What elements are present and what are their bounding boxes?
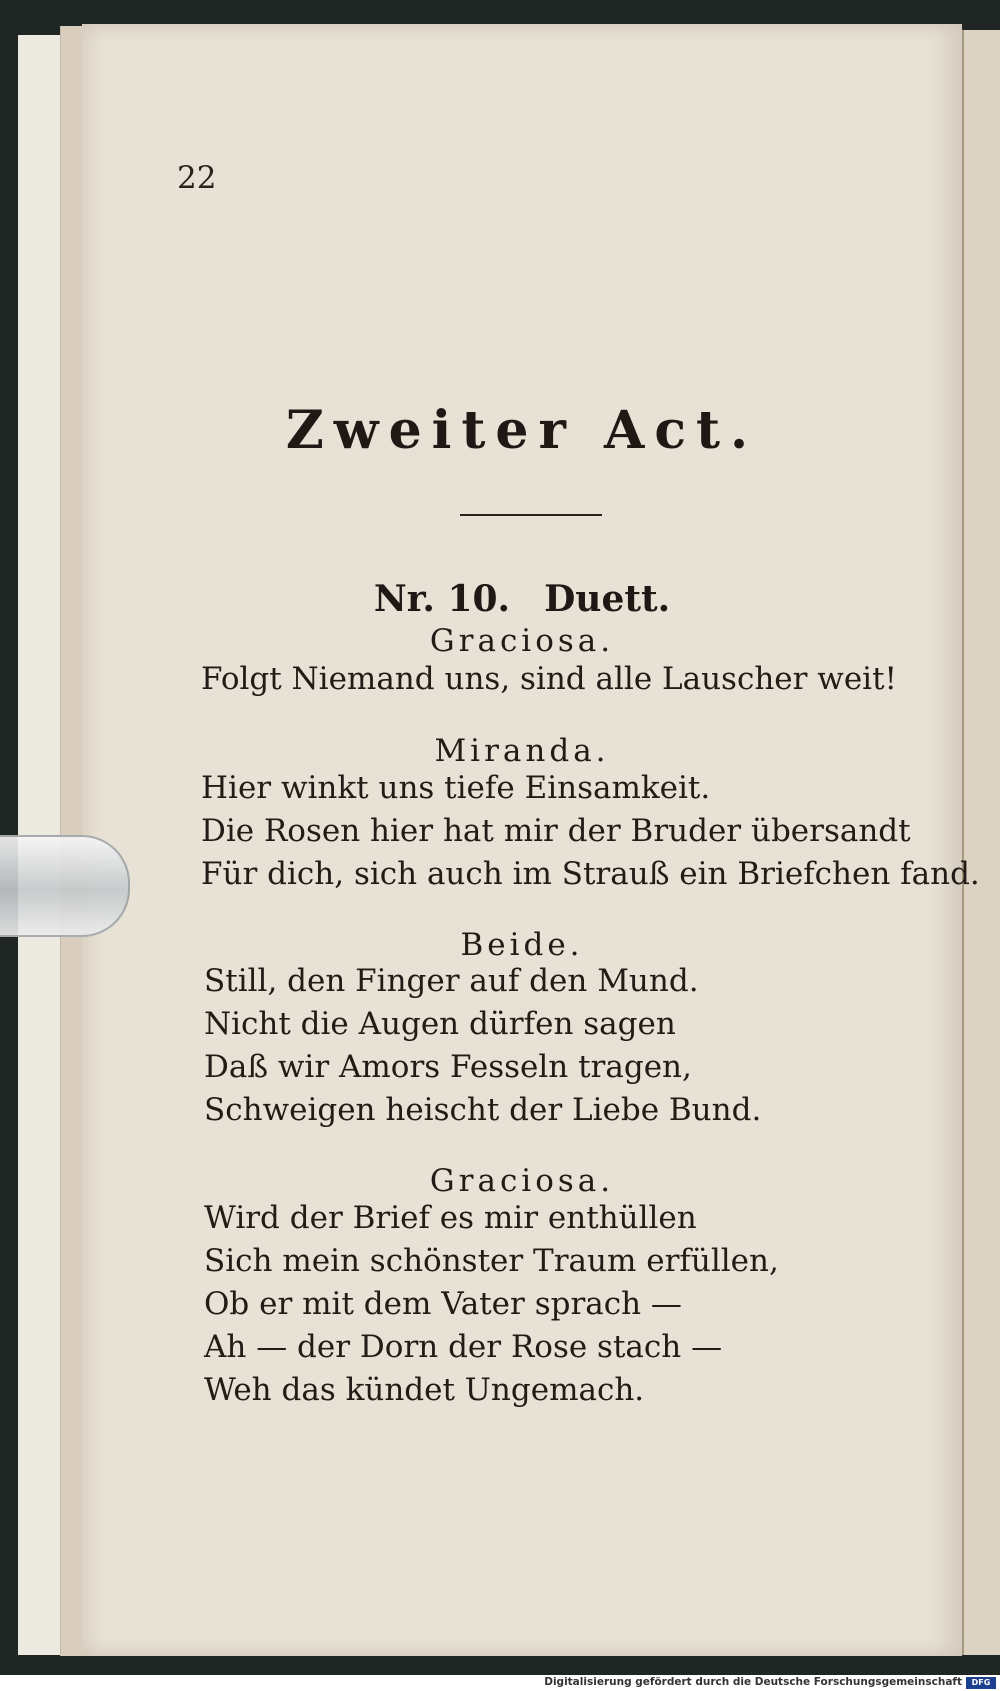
verse-line: Für dich, sich auch im Strauß ein Briefchen fand. <box>201 856 980 892</box>
number-heading <box>82 578 962 620</box>
funding-credit: Digitalisierung gefördert durch die Deutsche Forschungsgemeinschaft <box>544 1676 962 1688</box>
number-title: Duett. <box>544 578 671 620</box>
verse-line: Wird der Brief es mir enthüllen <box>204 1200 697 1236</box>
verse-beide <box>204 960 761 1132</box>
speaker-graciosa: Graciosa. <box>429 623 615 659</box>
verse-line: Daß wir Amors Fesseln tragen, <box>204 1049 692 1085</box>
verse-graciosa-2 <box>204 1197 779 1412</box>
number-label: Nr. 10. <box>373 578 511 620</box>
speaker-beide: Beide. <box>460 927 584 963</box>
verse-line: Die Rosen hier hat mir der Bruder übersandt <box>201 813 911 849</box>
verse-line: Schweigen heischt der Liebe Bund. <box>204 1092 762 1128</box>
verse-line: Nicht die Augen dürfen sagen <box>204 1006 676 1042</box>
verse-line: Still, den Finger auf den Mund. <box>204 963 699 999</box>
verse-line: Hier winkt uns tiefe Einsamkeit. <box>201 770 711 806</box>
dfg-logo: DFG <box>966 1677 996 1689</box>
page-number: 22 <box>177 160 217 196</box>
act-title: Zweiter Act. <box>285 400 759 461</box>
verse-line: Sich mein schönster Traum erfüllen, <box>204 1243 779 1279</box>
title-divider <box>460 514 602 516</box>
footer-bar <box>0 1675 1000 1691</box>
speaker-miranda: Miranda. <box>434 733 610 769</box>
verse-line: Weh das kündet Ungemach. <box>204 1372 645 1408</box>
verse-miranda <box>201 767 980 896</box>
speaker-graciosa-2: Graciosa. <box>429 1163 615 1199</box>
verse-graciosa <box>201 658 897 701</box>
page-clip <box>0 835 130 937</box>
verse-line: Folgt Niemand uns, sind alle Lauscher weit! <box>201 661 898 697</box>
verse-line: Ob er mit dem Vater sprach — <box>204 1286 682 1322</box>
verse-line: Ah — der Dorn der Rose stach — <box>204 1329 723 1365</box>
